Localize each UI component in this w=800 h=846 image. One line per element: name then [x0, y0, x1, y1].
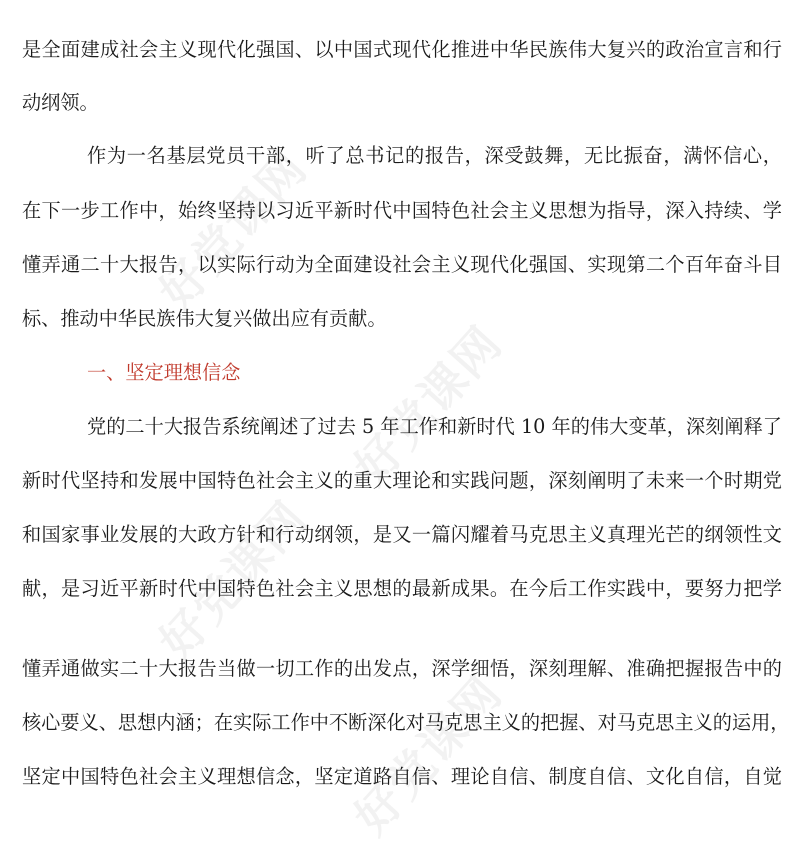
paragraph-line: 和国家事业发展的大政方针和行动纲领，是又一篇闪耀着马克思主义真理光芒的纲领性文	[22, 523, 782, 546]
paragraph-line: 新时代坚持和发展中国特色社会主义的重大理论和实践问题，深刻阐明了未来一个时期党	[22, 469, 782, 492]
section-heading: 一、坚定理想信念	[87, 361, 241, 384]
paragraph-line: 党的二十大报告系统阐述了过去 5 年工作和新时代 10 年的伟大变革，深刻阐释了	[87, 415, 782, 438]
watermark: 好党课网	[343, 665, 513, 845]
paragraph-line: 懂弄通做实二十大报告当做一切工作的出发点，深学细悟，深刻理解、准确把握报告中的	[22, 657, 782, 680]
paragraph-line: 懂弄通二十大报告，以实际行动为全面建设社会主义现代化强国、实现第二个百年奋斗目	[22, 253, 782, 276]
paragraph-line: 动纲领。	[22, 91, 99, 114]
paragraph-line: 标、推动中华民族伟大复兴做出应有贡献。	[22, 307, 387, 330]
paragraph-line: 是全面建成社会主义现代化强国、以中国式现代化推进中华民族伟大复兴的政治宣言和行	[22, 38, 782, 61]
watermark: 好党课网	[148, 140, 318, 320]
paragraph-line: 在下一步工作中，始终坚持以习近平新时代中国特色社会主义思想为指导，深入持续、学	[22, 199, 782, 222]
paragraph-line: 作为一名基层党员干部，听了总书记的报告，深受鼓舞，无比振奋，满怀信心，	[87, 144, 782, 167]
watermark: 好党课网	[148, 490, 318, 670]
paragraph-line: 坚定中国特色社会主义理想信念，坚定道路自信、理论自信、制度自信、文化自信，自觉	[22, 765, 782, 788]
watermark: 好党课网	[343, 315, 513, 495]
paragraph-line: 核心要义、思想内涵；在实际工作中不断深化对马克思主义的把握、对马克思主义的运用，	[22, 711, 790, 734]
paragraph-line: 献，是习近平新时代中国特色社会主义思想的最新成果。在今后工作实践中，要努力把学	[22, 577, 782, 600]
